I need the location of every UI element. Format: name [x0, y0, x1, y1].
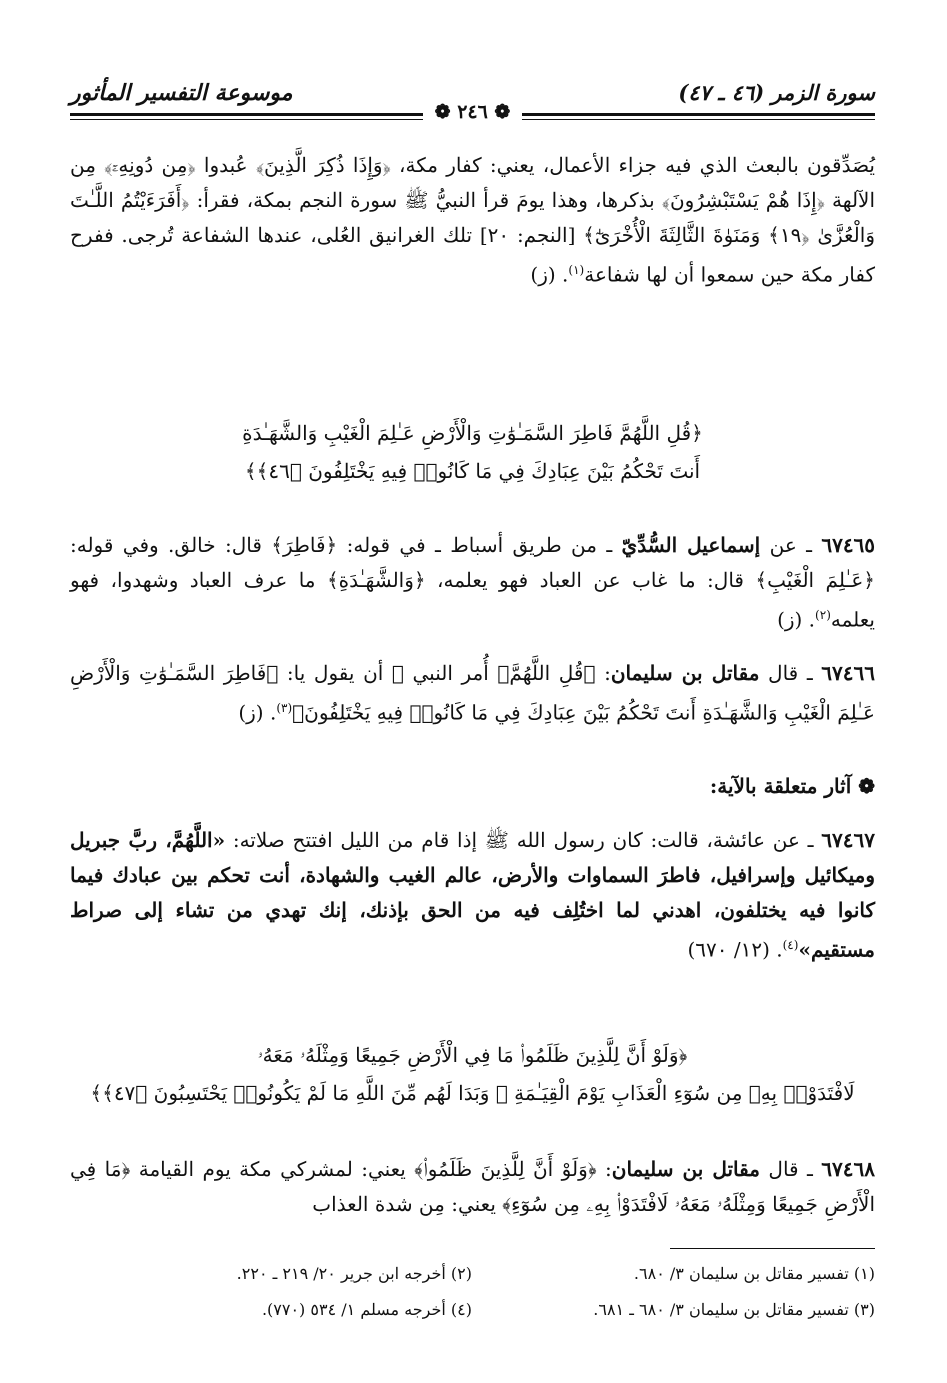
page-number-wrap [70, 101, 875, 135]
entry-67466 [70, 656, 875, 731]
footnote-ref-4: (٤) [782, 938, 799, 952]
page-number: ❁ ٢٤٦ ❁ [423, 101, 523, 123]
entry-67467 [70, 823, 875, 968]
footnote-4: (٤) أخرجه مسلم ١/ ٥٣٤ (٧٧٠). [261, 1300, 472, 1319]
verse-46-line-1: ﴿قُلِ اللَّهُمَّ فَاطِرَ السَّمَـٰوَٰتِ وَالْأَرْضِ عَـٰلِمَ الْغَيْبِ وَالشَّهَـٰدَةِ [242, 421, 703, 445]
entry-number: ٦٧٤٦٥ [821, 533, 876, 557]
narrator-name: مقاتل بن سليمان [611, 1157, 760, 1181]
entry-text: ـ قال [768, 661, 813, 685]
paragraph-tail: . (ز) [530, 262, 569, 287]
quran-verse-47 [70, 1036, 875, 1112]
hadith-text: «اللَّهُمَّ، ربَّ جبريل وميكائيل وإسرافيل، فاطرَ السماوات والأرض، عالم الغيب والشهادة، أنت تحكم بين عبادك فيما كانوا فيه يختلفون، اهدني لما اختُلِف فيه من الحق بإذنك، إنك تهدي من تشاء إلى صراط مستقيم» [70, 828, 875, 962]
footnote-3: (٣) تفسير مقاتل بن سليمان ٣/ ٦٨٠ ـ ٦٨١. [593, 1300, 875, 1319]
paragraph-continuation [70, 148, 875, 293]
quran-verse-46 [70, 414, 875, 490]
section-heading: ❁ آثار متعلقة بالآية: [709, 774, 875, 798]
footnote-ref-3: (٣) [276, 701, 293, 715]
entry-number: ٦٧٤٦٨ [821, 1157, 876, 1181]
entry-text: ـ من طريق أسباط ـ في قوله: ﴿فَاطِرَ﴾ قال: خالق. وفي قوله: ﴿عَـٰلِمَ الْغَيْبِ﴾ قال: ما غاب عن العباد فهو يعلمه، ﴿وَالشَّهَـٰدَةِ﴾ ما عرف العباد وشهدوا، فهو يعلمه [70, 533, 875, 632]
entry-text: ـ قال [768, 1157, 813, 1181]
narrator-name: مقاتل بن سليمان [610, 661, 760, 685]
entry-67465 [70, 528, 875, 638]
footnote-rule [670, 1248, 875, 1249]
entry-tail: . (ز) [777, 607, 816, 632]
entry-tail: . (ز) [238, 700, 277, 725]
entry-text: ـ عن [769, 533, 812, 557]
entry-text: : ﴿وَلَوْ أَنَّ لِلَّذِينَ ظَلَمُوا۟﴾ يعني: لمشركي مكة يوم القيامة ﴿مَا فِي الْأَرْضِ جَمِيعًا وَمِثْلَهُۥ مَعَهُۥ لَافْتَدَوْا۟ بِهِۦ مِن سُوٓءِ﴾ يعني: مِن شدة العذاب [70, 1157, 875, 1216]
entry-tail: . (١٢/ ٦٧٠) [687, 937, 783, 962]
narrator-name: إسماعيل السُّدِّيّ [621, 533, 761, 557]
header-book-title: موسوعة التفسير المأثور [70, 80, 293, 106]
footnote-2: (٢) أخرجه ابن جرير ٢٠/ ٢١٩ ـ ٢٢٠. [236, 1264, 472, 1283]
verse-46-line-2: أَنتَ تَحْكُمُ بَيْنَ عِبَادِكَ فِي مَا كَانُوا۟ فِيهِ يَخْتَلِفُونَ ﴿٤٦﴾﴾ [244, 459, 701, 483]
footnote-ref-2: (٢) [815, 608, 831, 622]
paragraph-text: يُصَدِّقون بالبعث الذي فيه جزاء الأعمال، يعني: كفار مكة، ﴿وَإِذَا ذُكِرَ الَّذِينَ﴾ عُبدوا ﴿مِن دُونِهِۦٓ﴾ مِن الآلهة ﴿إِذَا هُمْ يَسْتَبْشِرُونَ﴾ بذكرها، وهذا يومَ قرأ النبيُّ ﷺ سورة النجم بمكة، فقرأ: ﴿أَفَرَءَيْتُمُ اللَّـٰتَ وَالْعُزَّىٰ ﴿١٩﴾ وَمَنَوٰةَ الثَّالِثَةَ الْأُخْرَىٰٓ﴾ [النجم: ٢٠] تلك الغرانيق العُلى، عندها الشفاعة تُرجى. ففرح كفار مكة حين سمعوا أن لها شفاعة [70, 153, 875, 287]
entry-67468 [70, 1152, 875, 1222]
footnote-1: (١) تفسير مقاتل بن سليمان ٣/ ٦٨٠. [633, 1264, 875, 1283]
verse-47-line-1: ﴿وَلَوْ أَنَّ لِلَّذِينَ ظَلَمُوا۟ مَا فِي الْأَرْضِ جَمِيعًا وَمِثْلَهُۥ مَعَهُۥ [257, 1043, 688, 1067]
footnote-ref-1: (١) [568, 263, 585, 277]
entry-text: : ﴿قُلِ اللَّهُمَّ﴾ أُمر النبي ﷺ أن يقول يا: ﴿فَاطِرَ السَّمَـٰوَٰتِ وَالْأَرْضِ عَـٰلِمَ الْغَيْبِ وَالشَّهَـٰدَةِ أَنتَ تَحْكُمُ بَيْنَ عِبَادِكَ فِي مَا كَانُوا۟ فِيهِ يَخْتَلِفُونَ﴾ [70, 661, 875, 725]
header-surah-title: سورة الزمر (٤٦ ـ ٤٧) [678, 80, 875, 105]
entry-number: ٦٧٤٦٧ [821, 828, 875, 852]
entry-text: ـ عن عائشة، قالت: كان رسول الله ﷺ إذا قام من الليل افتتح صلاته: [232, 828, 814, 852]
verse-47-line-2: لَافْتَدَوْا۟ بِهِۦ مِن سُوٓءِ الْعَذَابِ يَوْمَ الْقِيَـٰمَةِ ۚ وَبَدَا لَهُم مِّنَ اللَّهِ مَا لَمْ يَكُونُوا۟ يَحْتَسِبُونَ ﴿٤٧﴾﴾ [90, 1081, 855, 1105]
entry-number: ٦٧٤٦٦ [821, 661, 876, 685]
